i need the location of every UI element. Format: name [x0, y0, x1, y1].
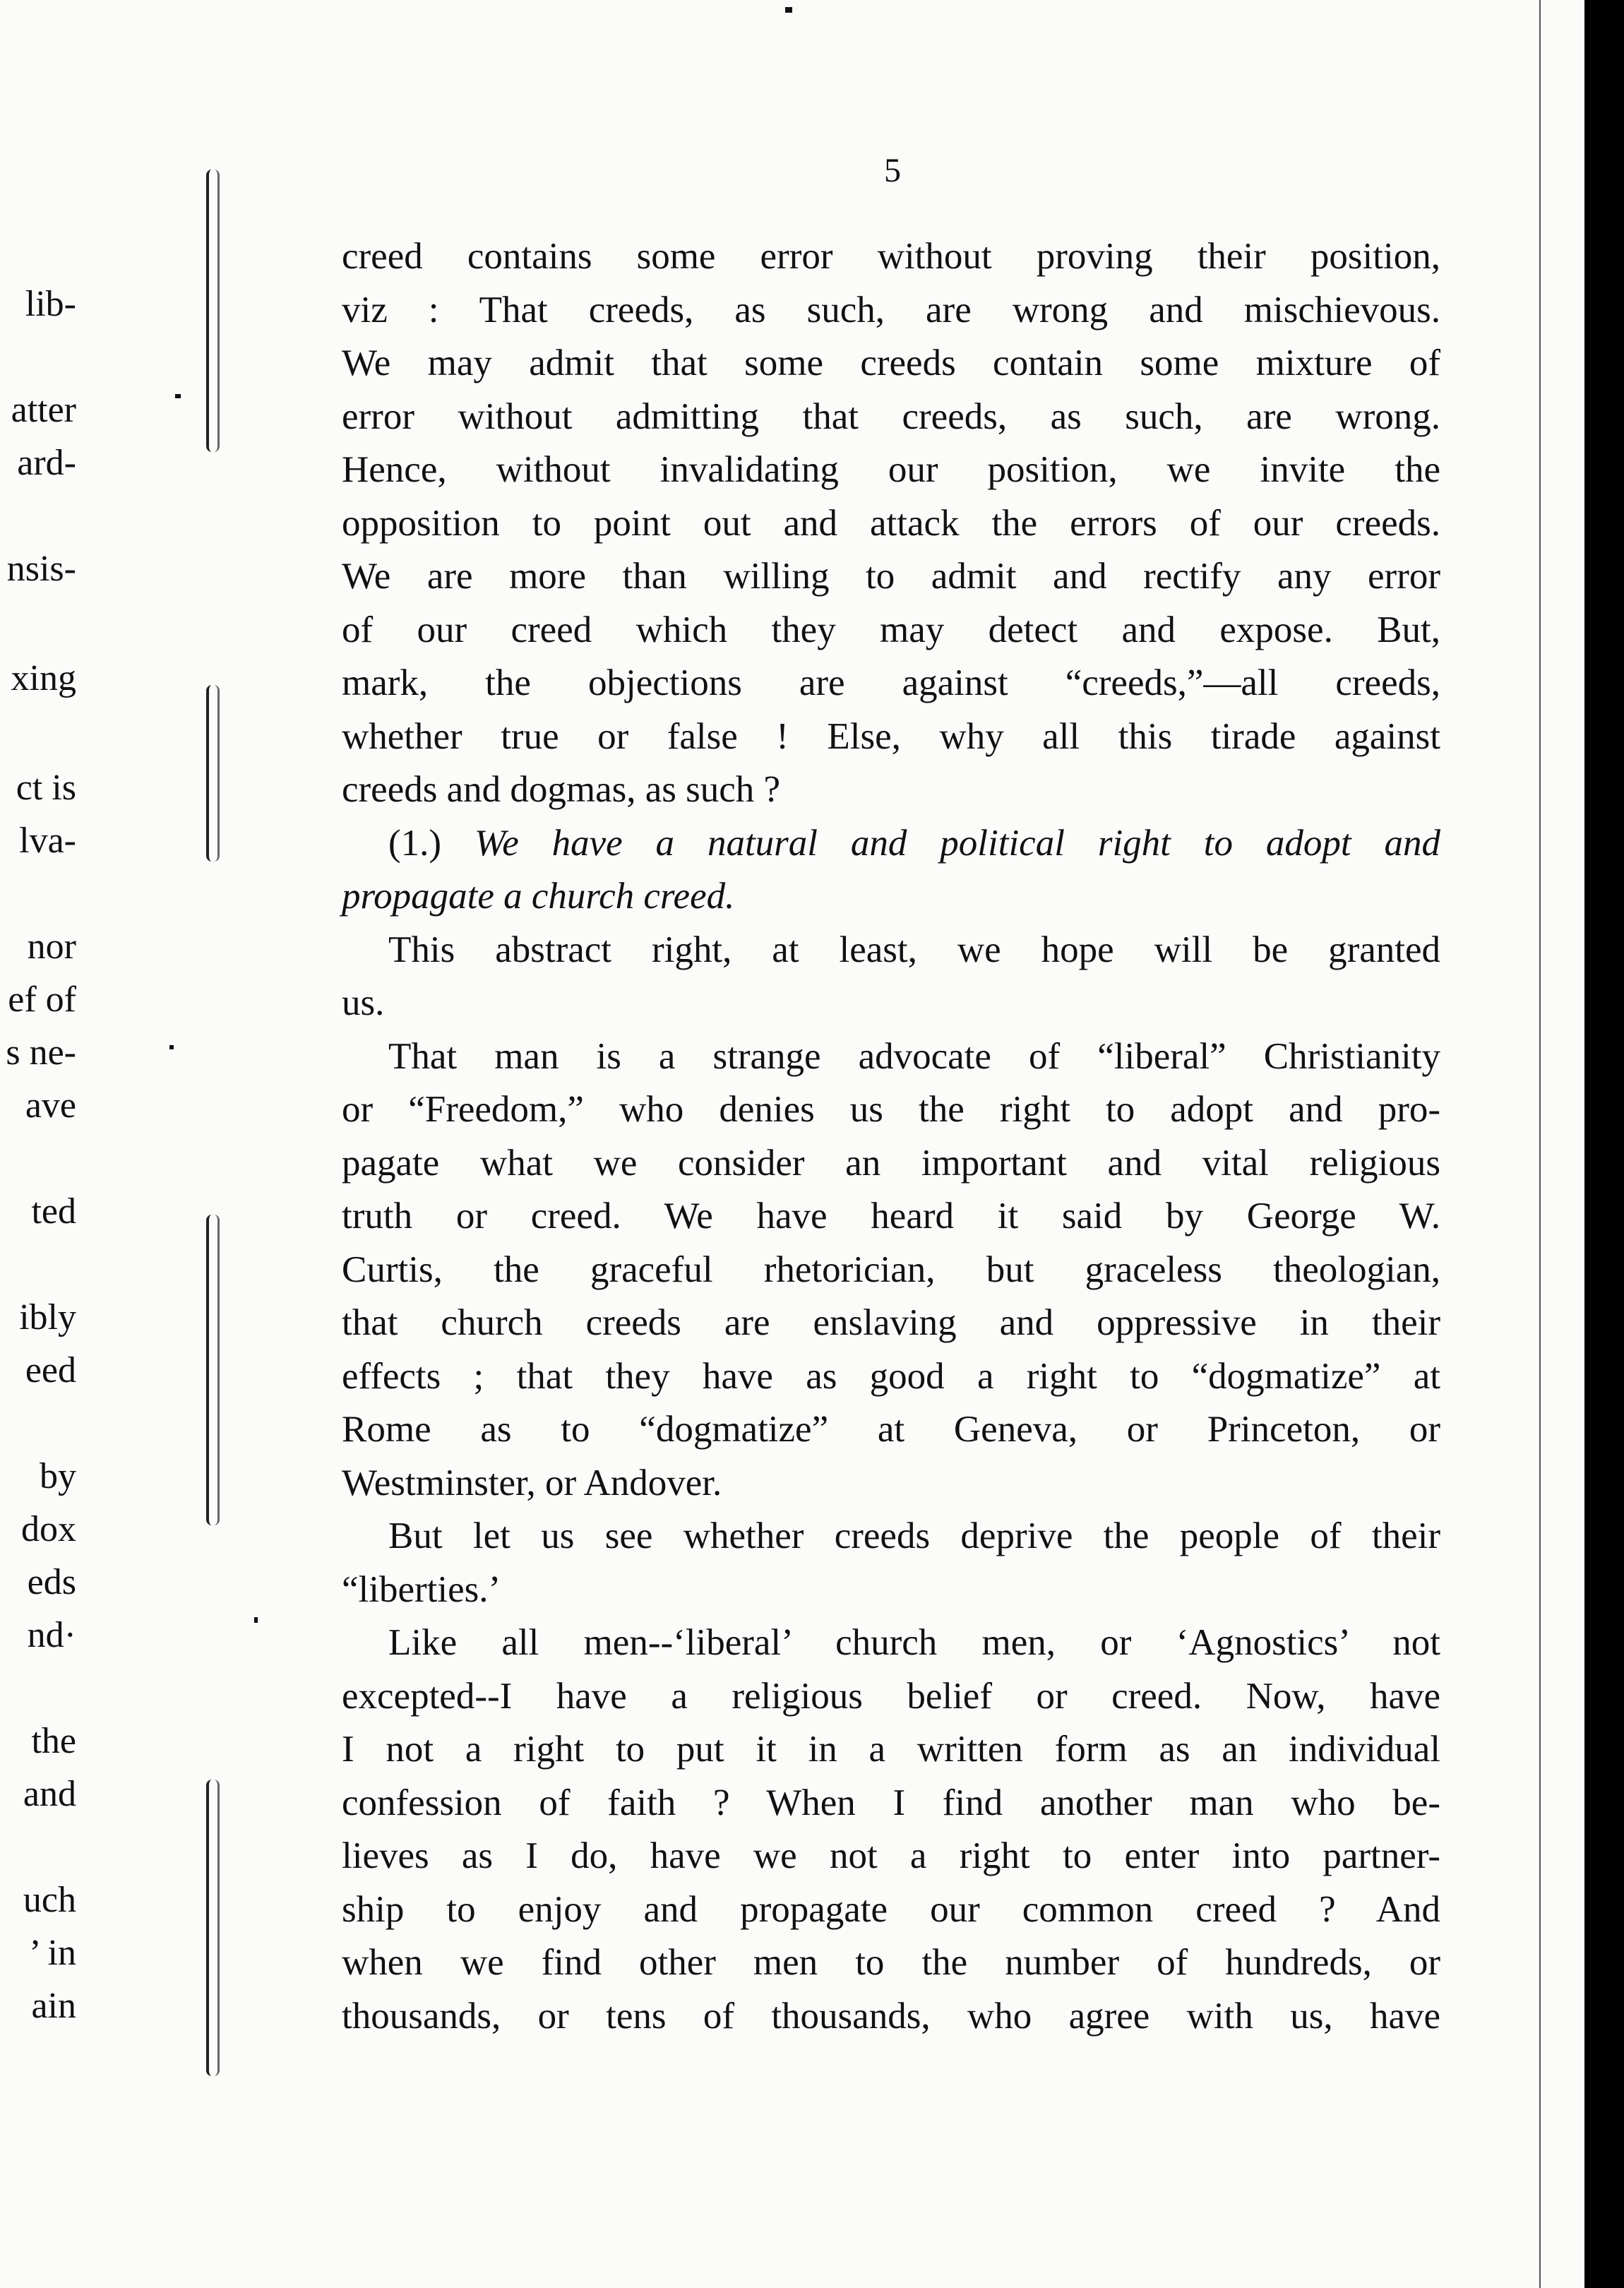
- text-line-content: creed contains some error without proving their position,: [342, 236, 1440, 277]
- text-line-content: viz : That creeds, as such, are wrong and mischievous.: [342, 289, 1440, 330]
- body-text: [342, 230, 1440, 2043]
- previous-page-fragment: lva-: [19, 821, 76, 861]
- text-line-content: when we find other men to the number of hundreds, or: [342, 1942, 1440, 1983]
- text-line: [342, 657, 1440, 710]
- text-line: [342, 710, 1440, 764]
- binding-stitch: [206, 685, 220, 862]
- text-line-content: Curtis, the graceful rhetorician, but graceless theologian,: [342, 1249, 1440, 1290]
- text-line: [342, 391, 1440, 444]
- text-line: [342, 924, 1440, 977]
- previous-page-fragment: nor: [27, 926, 76, 967]
- text-line: [342, 497, 1440, 551]
- text-line-content: Like all men--‘liberal’ church men, or ‘Agnostics’ not: [388, 1622, 1440, 1663]
- page-edge: [1539, 0, 1541, 2288]
- text-line: [342, 870, 1440, 924]
- previous-page-fragment: ted: [31, 1191, 76, 1232]
- text-line: [342, 1510, 1440, 1563]
- previous-page-fragment: nsis-: [6, 549, 76, 589]
- text-line-content: creeds and dogmas, as such ?: [342, 769, 781, 810]
- previous-page-fragment: xing: [11, 658, 76, 698]
- ink-speck: [169, 1045, 174, 1049]
- previous-page-fragment: eds: [27, 1562, 76, 1602]
- text-line-content: confession of faith ? When I find another man who be-: [342, 1782, 1440, 1823]
- text-line: [342, 337, 1440, 391]
- text-line: [342, 1083, 1440, 1137]
- text-line: [342, 1990, 1440, 2044]
- ink-speck: [175, 394, 181, 398]
- previous-page-fragment: by: [40, 1456, 76, 1496]
- previous-page-fragment: ave: [25, 1085, 76, 1126]
- text-line-content: excepted--I have a religious belief or creed. Now, have: [342, 1675, 1440, 1717]
- previous-page-fragment: s ne-: [6, 1032, 76, 1073]
- text-line-content: This abstract right, at least, we hope will be granted: [388, 929, 1440, 970]
- text-line: [342, 763, 1440, 817]
- text-line: [342, 1244, 1440, 1297]
- text-line-content: I not a right to put it in a written form as an individual: [342, 1729, 1440, 1770]
- text-line-content: pagate what we consider an important and vital religious: [342, 1142, 1440, 1184]
- text-line-content: (1.): [388, 822, 474, 864]
- text-line: [342, 1190, 1440, 1244]
- previous-page-strip: [0, 0, 85, 2288]
- text-line-content: That man is a strange advocate of “liberal” Christianity: [388, 1035, 1440, 1077]
- text-line: [342, 1936, 1440, 1990]
- text-line: [342, 1137, 1440, 1191]
- previous-page-fragment: ef of: [8, 979, 76, 1020]
- previous-page-fragment: uch: [23, 1880, 76, 1920]
- ink-speck: [785, 7, 792, 13]
- text-line-content: whether true or false ! Else, why all this tirade against: [342, 715, 1440, 757]
- previous-page-fragment: ibly: [19, 1297, 76, 1337]
- page-number: 5: [884, 152, 901, 189]
- text-line: [342, 1670, 1440, 1724]
- previous-page-fragment: eed: [25, 1350, 76, 1390]
- previous-page-fragment: lib-: [25, 284, 76, 324]
- text-line: [342, 550, 1440, 604]
- text-line: [342, 977, 1440, 1030]
- text-line-content: “liberties.’: [342, 1568, 501, 1610]
- binding-stitch: [206, 1780, 220, 2076]
- text-line-content: thousands, or tens of thousands, who agree with us, have: [342, 1995, 1440, 2037]
- text-line-content: ship to enjoy and propagate our common creed ? And: [342, 1888, 1440, 1930]
- text-line-content: Rome as to “dogmatize” at Geneva, or Princeton, or: [342, 1409, 1440, 1450]
- ink-speck: [254, 1617, 258, 1623]
- binding-stitch: [206, 1215, 220, 1525]
- text-line: [342, 1297, 1440, 1350]
- text-line-content: that church creeds are enslaving and oppressive in their: [342, 1302, 1440, 1343]
- text-line-content: of our creed which they may detect and expose. But,: [342, 609, 1440, 650]
- text-line-content: lieves as I do, have we not a right to enter into partner-: [342, 1835, 1440, 1876]
- text-line-content: effects ; that they have as good a right to “dogmatize” at: [342, 1355, 1440, 1397]
- text-line: [342, 1403, 1440, 1457]
- text-line: [342, 1883, 1440, 1937]
- previous-page-fragment: ain: [31, 1986, 76, 2026]
- text-line: [342, 1563, 1440, 1617]
- previous-page-fragment: ard-: [17, 443, 76, 483]
- previous-page-fragment: dox: [21, 1509, 76, 1549]
- text-line: [342, 1030, 1440, 1084]
- text-line: [342, 230, 1440, 284]
- binding-stitch: [206, 169, 220, 452]
- text-line: [342, 1830, 1440, 1883]
- previous-page-fragment: atter: [11, 390, 76, 430]
- previous-page-fragment: ct is: [16, 768, 76, 808]
- text-line: [342, 817, 1440, 871]
- text-line-content: Hence, without invalidating our position, we invite the: [342, 449, 1440, 490]
- text-line-content: truth or creed. We have heard it said by George W.: [342, 1196, 1440, 1237]
- previous-page-fragment: nd·: [27, 1615, 76, 1655]
- text-line-content: opposition to point out and attack the errors of our creeds.: [342, 502, 1440, 544]
- text-line: [342, 604, 1440, 657]
- text-line: [342, 1723, 1440, 1777]
- text-line-content: But let us see whether creeds deprive the people of their: [388, 1515, 1440, 1556]
- text-line: [342, 284, 1440, 338]
- text-line: [342, 1616, 1440, 1670]
- text-line-content: mark, the objections are against “creeds,”—all creeds,: [342, 662, 1440, 703]
- text-line-content: us.: [342, 982, 385, 1023]
- italic-heading: propagate a church creed.: [342, 876, 735, 917]
- italic-heading: We have a natural and political right to adopt and: [474, 822, 1440, 864]
- text-line-content: We are more than willing to admit and rectify any error: [342, 556, 1440, 597]
- text-line-content: We may admit that some creeds contain some mixture of: [342, 342, 1440, 383]
- previous-page-fragment: and: [23, 1774, 76, 1814]
- text-line: [342, 443, 1440, 497]
- text-line: [342, 1350, 1440, 1404]
- previous-page-fragment: the: [31, 1721, 76, 1761]
- text-line: [342, 1777, 1440, 1830]
- text-line-content: error without admitting that creeds, as such, are wrong.: [342, 395, 1440, 437]
- text-line: [342, 1457, 1440, 1511]
- text-line-content: or “Freedom,” who denies us the right to adopt and pro-: [342, 1089, 1440, 1130]
- previous-page-fragment: ’ in: [29, 1933, 76, 1973]
- text-line-content: Westminster, or Andover.: [342, 1462, 722, 1503]
